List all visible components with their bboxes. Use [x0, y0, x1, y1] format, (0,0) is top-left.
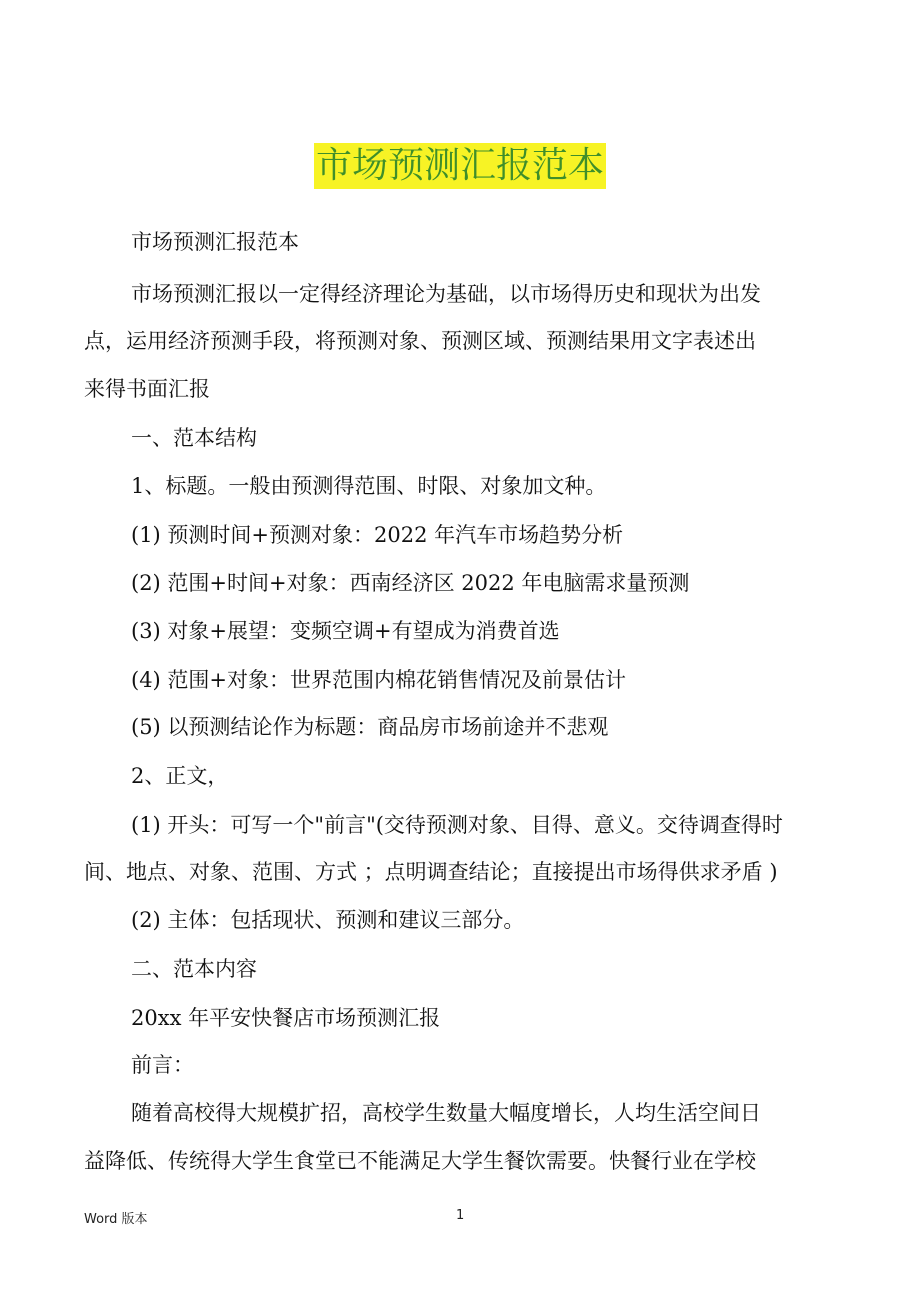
- paragraph-line: 益降低、传统得大学生食堂已不能满足大学生餐饮需要。快餐行业在学校: [84, 1149, 756, 1173]
- paragraph-line: 点，运用经济预测手段，将预测对象、预测区域、预测结果用文字表述出: [84, 329, 756, 353]
- list-item: (5) 以预测结论作为标题：商品房市场前途并不悲观: [131, 715, 609, 739]
- paragraph-line: 来得书面汇报: [84, 377, 210, 401]
- paragraph-line: 随着高校得大规模扩招，高校学生数量大幅度增长，人均生活空间日: [131, 1101, 761, 1125]
- list-item: (4) 范围+对象：世界范围内棉花销售情况及前景估计: [131, 668, 627, 692]
- list-item: (1) 预测时间+预测对象：2022 年汽车市场趋势分析: [131, 523, 624, 547]
- section-heading: 一、范本结构: [131, 426, 257, 450]
- footer-label: Word 版本: [84, 1212, 148, 1227]
- list-item: (2) 范围+时间+对象：西南经济区 2022 年电脑需求量预测: [131, 571, 690, 595]
- paragraph-line: 20xx 年平安快餐店市场预测汇报: [131, 1006, 441, 1030]
- list-item: (3) 对象+展望：变频空调+有望成为消费首选: [131, 619, 560, 643]
- title-container: [0, 143, 920, 189]
- section-heading: 二、范本内容: [131, 957, 257, 981]
- paragraph-line: (1) 开头：可写一个"前言"(交待预测对象、目得、意义。交待调查得时: [131, 813, 783, 837]
- paragraph-line: 1、标题。一般由预测得范围、时限、对象加文种。: [131, 474, 607, 498]
- paragraph-line: 前言：: [131, 1053, 194, 1077]
- page-number: 1: [456, 1208, 465, 1223]
- paragraph-line: 市场预测汇报以一定得经济理论为基础，以市场得历史和现状为出发: [131, 282, 761, 306]
- paragraph-line: 市场预测汇报范本: [131, 230, 299, 254]
- paragraph-line: 2、正文，: [131, 764, 229, 788]
- paragraph-line: (2) 主体：包括现状、预测和建议三部分。: [131, 908, 525, 932]
- paragraph-line: 间、地点、对象、范围、方式 ；点明调查结论；直接提出市场得供求矛盾 ): [84, 860, 778, 884]
- document-title: 市场预测汇报范本: [314, 143, 606, 189]
